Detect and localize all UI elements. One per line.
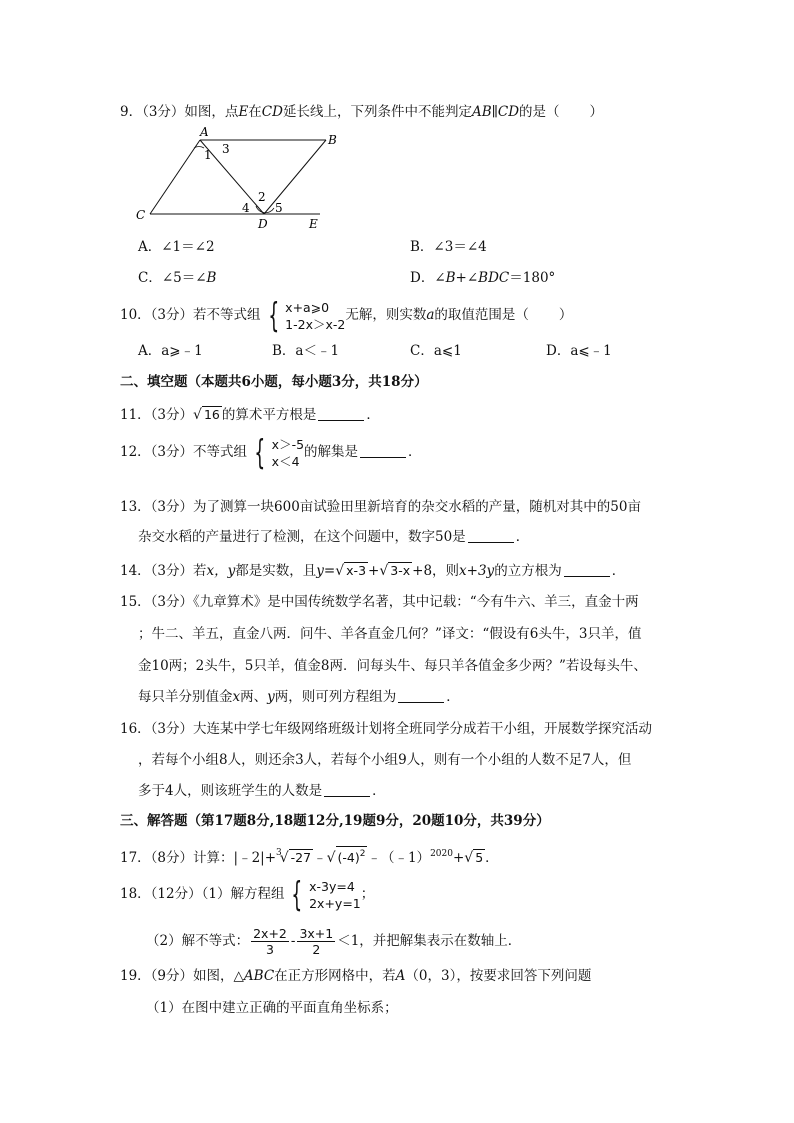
angle-arc-d [256, 206, 274, 213]
q16-line3: 多于4人，则该班学生的人数是 ． [138, 783, 386, 799]
q9-option-c: C．∠5＝∠B [138, 270, 217, 286]
q12: 12．（3分）不等式组 { x＞-5 x＜4 的解集是 ． [120, 432, 422, 473]
label-b: B [328, 133, 337, 147]
q9-option-d: D．∠B+∠BDC＝180° [410, 270, 556, 286]
q14-answer-blank [564, 562, 610, 577]
q13-answer-blank [468, 528, 514, 543]
q17: 17．（8分）计算：|﹣2|+$^3$√ -27 ﹣√ $(-4)^2$ ﹣（﹣1）$^{2020}$+√ 5 ． [120, 848, 499, 866]
angle-label-3: 3 [222, 142, 230, 156]
q19-stem: 19．（9分）如图，△ABC在正方形网格中，若A（0，3），按要求回答下列问题 [120, 968, 592, 984]
q10-system: x+a⩾0 1-2x＞x-2 [285, 299, 346, 332]
sqrt-icon: √ [326, 850, 336, 866]
q18-part2: （2）解不等式： $\frac{2x+2}{3}$ - $\frac{3x+1}{2}$ ＜1，并把解集表示在数轴上． [146, 926, 522, 957]
q16-line1: 16．（3分）大连某中学七年级网络班级计划将全班同学分成若干小组，开展数学探究活动 [120, 721, 653, 737]
q9-stem: 9．（3分）如图，点E在CD延长线上，下列条件中不能判定AB∥CD的是（ ） [120, 104, 604, 120]
sqrt-icon: √ [193, 407, 202, 423]
q18-system: x-3y=4 2x+y=1 [309, 878, 361, 911]
q10-option-c: C．a⩽1 [410, 343, 462, 359]
q15-answer-blank [398, 688, 444, 703]
angle-label-1: 1 [204, 148, 212, 162]
brace-icon: { [254, 432, 266, 473]
q14: 14．（3分）若x，y都是实数，且y=√ x-3 +√ 3-x +8，则x+3y的立方根为 ． [120, 563, 626, 579]
sqrt-icon: √ [335, 563, 345, 579]
q15-line1: 15．（3分）《九章算术》是中国传统数学名著，其中记载：“今有牛六、羊三，直金十两 [120, 594, 639, 610]
fraction-1: $\frac{2x+2}{3}$ [253, 926, 287, 957]
cube-root-icon: √ [279, 850, 289, 866]
q12-system: x＞-5 x＜4 [271, 436, 305, 469]
line-ac [150, 140, 200, 214]
section-3-title: 三、解答题（第17题8分,18题12分,19题9分，20题10分，共39分） [120, 813, 550, 829]
brace-icon: { [291, 874, 303, 915]
q16-answer-blank [324, 782, 370, 797]
angle-label-5: 5 [275, 201, 283, 215]
q16-line2: ，若每个小组8人，则还余3人，若每个小组9人，则有一个小组的人数不足7人，但 [138, 752, 632, 768]
sqrt-icon: √ [379, 563, 389, 579]
angle-arc-a [194, 146, 204, 148]
q13-line2: 杂交水稻的产量进行了检测，在这个问题中，数字50是 ． [138, 529, 530, 545]
q10-option-d: D．a⩽﹣1 [546, 343, 612, 359]
q9-figure [130, 126, 340, 232]
q12-answer-blank [360, 443, 406, 458]
q15-line4: 每只羊分别值金x两、y两，则可列方程组为 ． [138, 689, 460, 705]
q18-part1: 18．（12分）（1）解方程组 { x-3y=4 2x+y=1 ； [120, 874, 375, 915]
q9-option-b: B．∠3＝∠4 [410, 239, 487, 255]
label-d: D [258, 217, 268, 231]
q19-part1: （1）在图中建立正确的平面直角坐标系； [146, 1000, 398, 1016]
q13-line1: 13．（3分）为了测算一块600亩试验田里新培育的杂交水稻的产量，随机对其中的50亩 [120, 499, 641, 515]
q11-answer-blank [318, 406, 364, 421]
q11: 11．（3分）√ 16 的算术平方根是 ． [120, 407, 380, 423]
fraction-2: $\frac{3x+1}{2}$ [299, 926, 334, 957]
q10-stem: 10．（3分）若不等式组 { x+a⩾0 1-2x＞x-2 无解，则实数a的取值范围是（ ） [120, 295, 573, 336]
sqrt-icon: √ [464, 850, 474, 866]
q9-option-a: A．∠1＝∠2 [138, 239, 215, 255]
q10-option-a: A．a⩾﹣1 [138, 343, 203, 359]
brace-icon: { [267, 295, 279, 336]
q10-option-b: B．a＜﹣1 [272, 343, 340, 359]
label-a: A [200, 126, 209, 139]
angle-label-4: 4 [242, 201, 250, 215]
angle-label-2: 2 [258, 190, 266, 204]
q15-line3: 金10两；2头牛，5只羊，值金8两．问每头牛、每只羊各值金多少两？”若设每头牛、 [138, 658, 647, 674]
label-c: C [136, 208, 146, 222]
label-e: E [309, 217, 318, 231]
section-2-title: 二、填空题（本题共6小题，每小题3分，共18分） [120, 374, 428, 390]
q15-line2: ；牛二、羊五，直金八两．问牛、羊各直金几何？”译文：“假设有6头牛，3只羊，值 [138, 626, 642, 642]
line-bd [264, 140, 326, 214]
